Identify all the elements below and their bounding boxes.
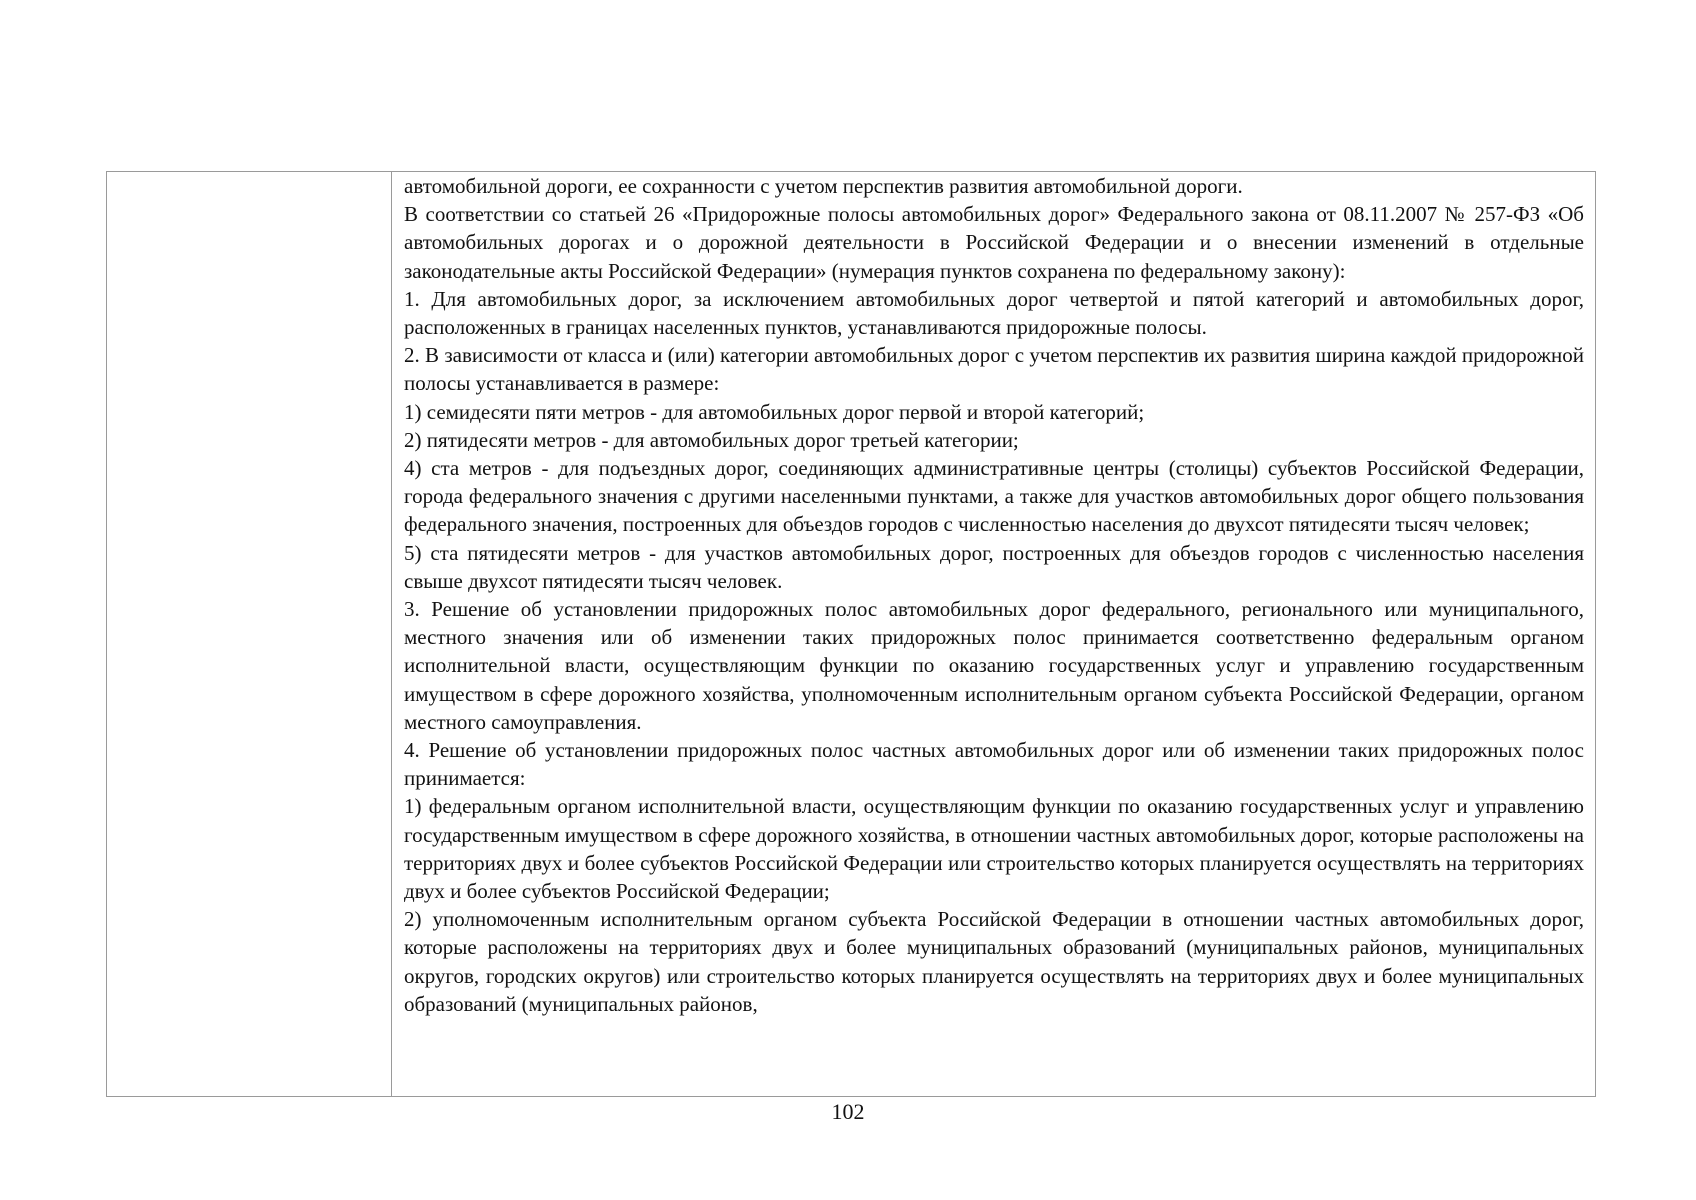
table-text-cell: [392, 172, 1595, 1096]
paragraph: 1. Для автомобильных дорог, за исключением автомобильных дорог четвертой и пятой категорий и автомобильных дорог, расположенных в границах населенных пунктов, устанавливаются придорожные полосы.: [404, 286, 1584, 340]
paragraph: 2. В зависимости от класса и (или) категории автомобильных дорог с учетом перспектив их развития ширина каждой придорожной полосы устанавливается в размере:: [404, 343, 1584, 396]
paragraph: 1) семидесяти пяти метров - для автомобильных дорог первой и второй категорий;: [404, 399, 1145, 424]
table-left-cell: [107, 172, 392, 1096]
paragraph: автомобильной дороги, ее сохранности с учетом перспектив развития автомобильной дороги.: [404, 174, 1243, 198]
page-number: 102: [831, 1099, 865, 1124]
paragraph: 1) федеральным органом исполнительной власти, осуществляющим функции по оказанию государственных услуг и управлению государственным имуществом в сфере дорожного хозяйства, в отношении частных автомобильных дорог, которые расположены на территориях двух и более субъектов Российской Федерации или строительство которых планируется осуществлять на территориях двух и более субъектов Российской Федерации;: [404, 794, 1584, 904]
paragraph: 2) пятидесяти метров - для автомобильных дорог третьей категории;: [404, 427, 1019, 452]
paragraph: В соответствии со статьей 26 «Придорожные полосы автомобильных дорог» Федерального закона от 08.11.2007 № 257-ФЗ «Об автомобильных дорогах и о дорожной деятельности в Российской Федерации и о внесении изменений в отдельные законодательные акты Российской Федерации» (нумерация пунктов сохранена по федеральному закону):: [404, 202, 1584, 283]
document-table: [106, 171, 1596, 1097]
paragraph: 2) уполномоченным исполнительным органом субъекта Российской Федерации в отношении частных автомобильных дорог, которые расположены на территориях двух и более муниципальных образований (муниципальных районов, муниципальных округов, городских округов) или строительство которых планируется осуществлять на территориях двух и более муниципальных образований (муниципальных районов,: [404, 907, 1584, 1016]
paragraph: 3. Решение об установлении придорожных полос автомобильных дорог федерального, регионального или муниципального, местного значения или об изменении таких придорожных полос принимается соответственно федеральным органом исполнительной власти, осуществляющим функции по оказанию государственных услуг и управлению государственным имуществом в сфере дорожного хозяйства, уполномоченным исполнительным органом субъекта Российской Федерации, органом местного самоуправления.: [404, 597, 1584, 734]
paragraph: 4) ста метров - для подъездных дорог, соединяющих административные центры (столицы) субъектов Российской Федерации, города федерального значения с другими населенными пунктами, а также для участков автомобильных дорог общего пользования федерального значения, построенных для объездов городов с численностью населения до двухсот пятидесяти тысяч человек;: [404, 456, 1584, 537]
paragraph: 5) ста пятидесяти метров - для участков автомобильных дорог, построенных для объездов городов с численностью населения свыше двухсот пятидесяти тысяч человек.: [404, 540, 1584, 593]
paragraph: 4. Решение об установлении придорожных полос частных автомобильных дорог или об изменении таких придорожных полос принимается:: [404, 738, 1584, 791]
